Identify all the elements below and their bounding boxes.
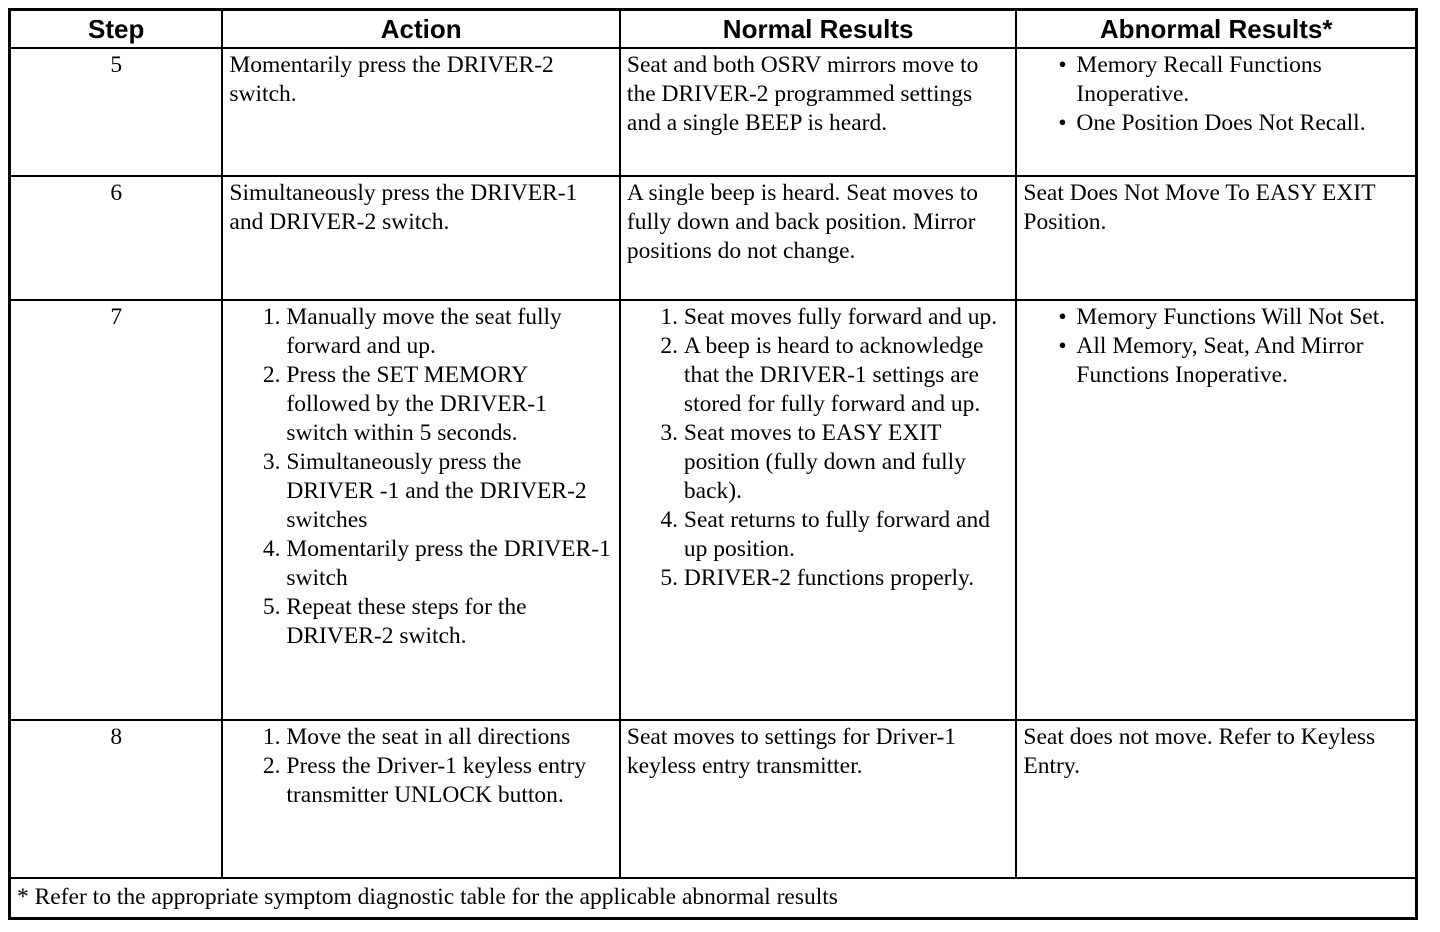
list-item: • One Position Does Not Recall.	[1076, 109, 1409, 138]
table-row	[10, 176, 1417, 300]
table-row	[10, 48, 1417, 176]
abnormal-cell: Seat does not move. Refer to Keyless Entry.	[1016, 720, 1416, 878]
list-item: 2. A beep is heard to acknowledge that the DRIVER-1 settings are stored for fully forward and up.	[684, 332, 1010, 419]
footnote-row	[10, 878, 1417, 919]
table-row	[10, 720, 1417, 878]
list-item: 5. DRIVER-2 functions properly.	[684, 564, 1010, 593]
table-row	[10, 300, 1417, 720]
header-normal-results: Normal Results	[620, 10, 1017, 49]
abnormal-cell: Seat Does Not Move To EASY EXIT Position.	[1016, 176, 1416, 300]
list-item: 1. Manually move the seat fully forward and up.	[286, 303, 613, 361]
list-item: 2. Press the SET MEMORY followed by the DRIVER-1 switch within 5 seconds.	[286, 361, 613, 448]
normal-cell: A single beep is heard. Seat moves to fully down and back position. Mirror positions do not change.	[620, 176, 1017, 300]
step-cell: 5	[10, 48, 223, 176]
list-item: 4. Momentarily press the DRIVER-1 switch	[286, 535, 613, 593]
list-item: 1. Move the seat in all directions	[286, 723, 613, 752]
list-item: • Memory Recall Functions Inoperative.	[1076, 51, 1409, 109]
step-cell: 7	[10, 300, 223, 720]
action-cell: Simultaneously press the DRIVER-1 and DRIVER-2 switch.	[222, 176, 620, 300]
list-item: 1. Seat moves fully forward and up.	[684, 303, 1010, 332]
list-item: 2. Press the Driver-1 keyless entry transmitter UNLOCK button.	[286, 752, 613, 810]
header-action: Action	[222, 10, 620, 49]
action-cell: Momentarily press the DRIVER-2 switch.	[222, 48, 620, 176]
diagnostic-table	[8, 8, 1418, 920]
footnote: * Refer to the appropriate symptom diagnostic table for the applicable abnormal results	[10, 878, 1417, 919]
normal-cell: Seat moves to settings for Driver-1 keyless entry transmitter.	[620, 720, 1017, 878]
abnormal-cell	[1016, 300, 1416, 720]
list-item: 3. Simultaneously press the DRIVER -1 and the DRIVER-2 switches	[286, 448, 613, 535]
normal-cell	[620, 300, 1017, 720]
list-item: 5. Repeat these steps for the DRIVER-2 switch.	[286, 593, 613, 651]
step-cell: 8	[10, 720, 223, 878]
header-step: Step	[10, 10, 223, 49]
list-item: • All Memory, Seat, And Mirror Functions Inoperative.	[1076, 332, 1409, 390]
list-item: • Memory Functions Will Not Set.	[1076, 303, 1409, 332]
list-item: 3. Seat moves to EASY EXIT position (fully down and fully back).	[684, 419, 1010, 506]
step-cell: 6	[10, 176, 223, 300]
action-cell	[222, 720, 620, 878]
list-item: 4. Seat returns to fully forward and up position.	[684, 506, 1010, 564]
abnormal-cell	[1016, 48, 1416, 176]
action-cell	[222, 300, 620, 720]
normal-cell: Seat and both OSRV mirrors move to the DRIVER-2 programmed settings and a single BEEP is heard.	[620, 48, 1017, 176]
header-row	[10, 10, 1417, 49]
header-abnormal-results: Abnormal Results*	[1016, 10, 1416, 49]
